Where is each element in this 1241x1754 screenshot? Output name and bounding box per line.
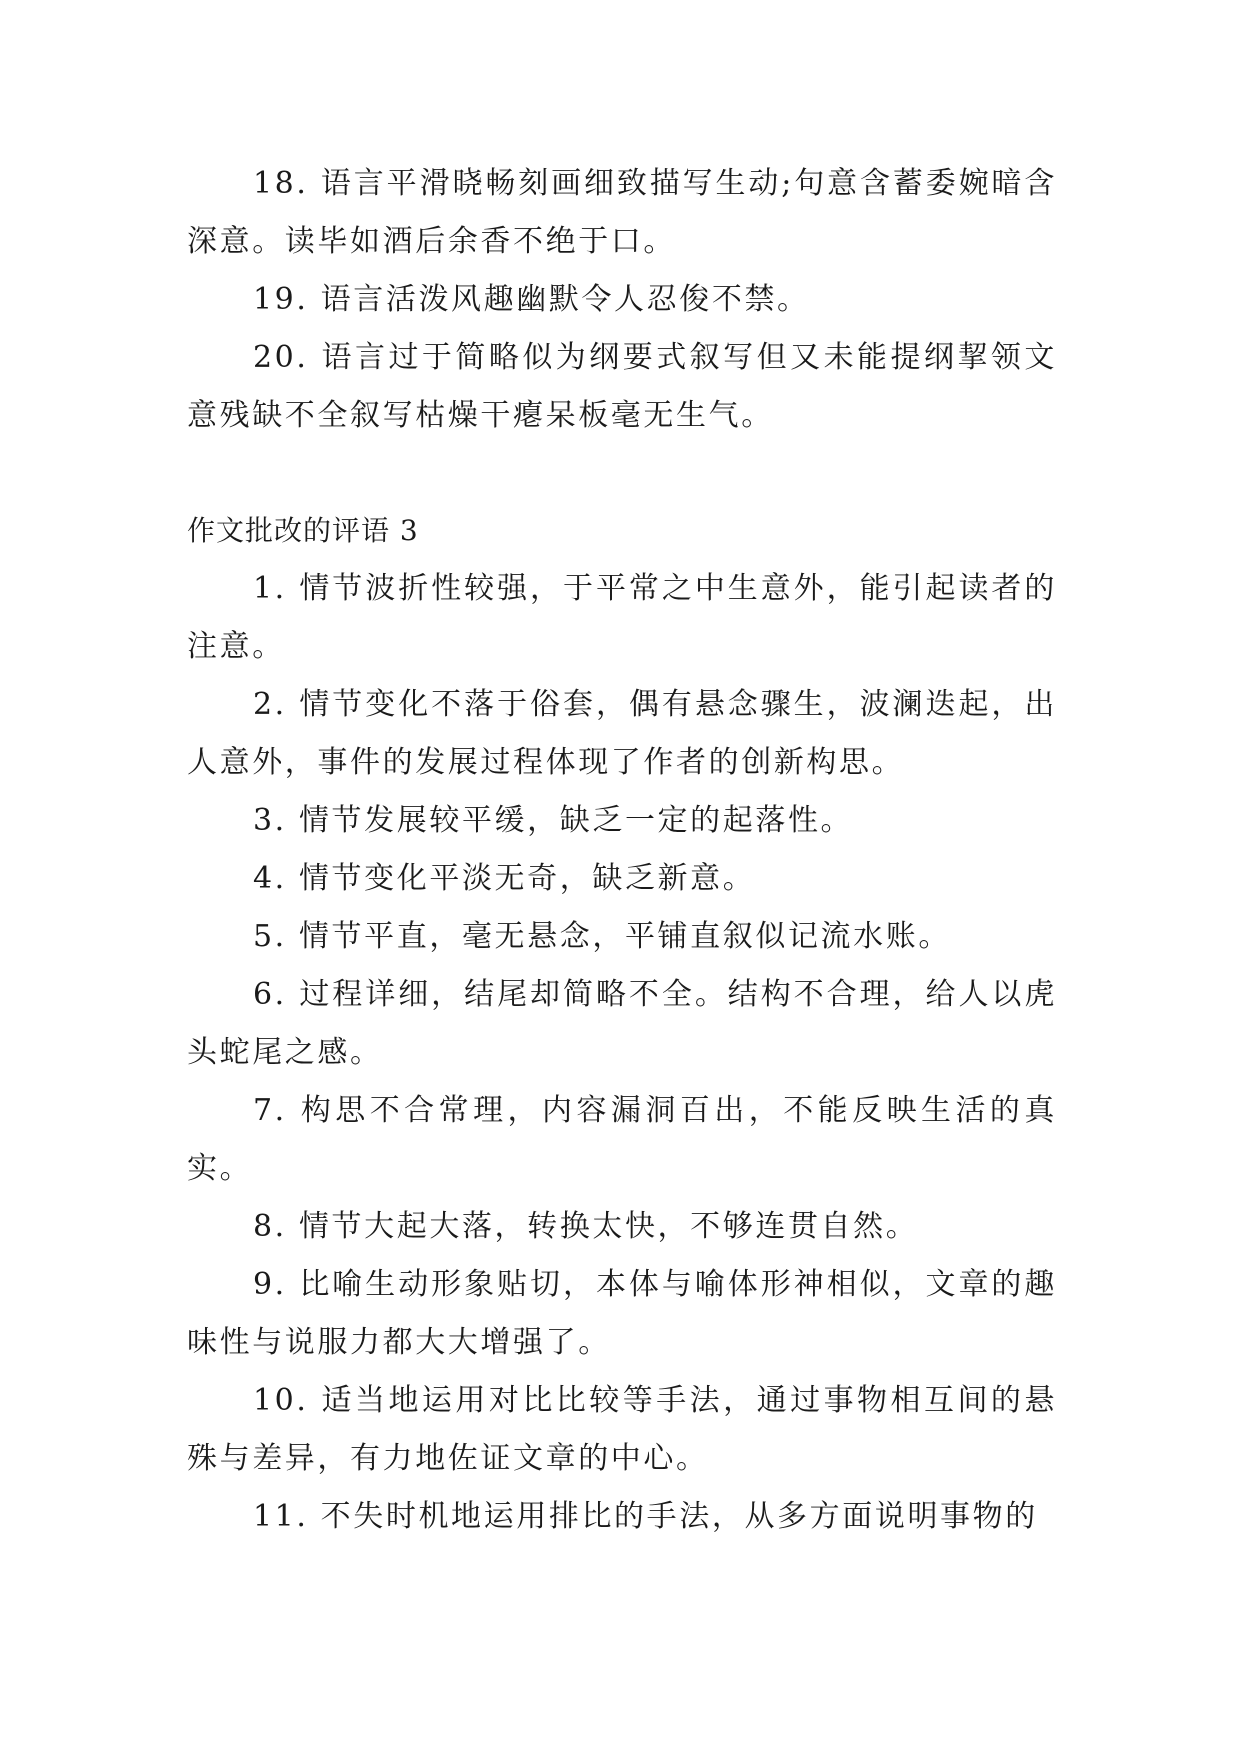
list-item: 20. 语言过于简略似为纲要式叙写但又未能提纲挈领文意残缺不全叙写枯燥干瘪呆板毫无生气。 xyxy=(187,340,1057,433)
list-item: 7. 构思不合常理，内容漏洞百出，不能反映生活的真实。 xyxy=(187,1093,1057,1186)
list-item: 19. 语言活泼风趣幽默令人忍俊不禁。 xyxy=(253,282,810,317)
list-item: 1. 情节波折性较强，于平常之中生意外，能引起读者的注意。 xyxy=(187,571,1057,664)
list-item: 8. 情节大起大落，转换太快，不够连贯自然。 xyxy=(253,1209,919,1244)
list-item: 6. 过程详细，结尾却简略不全。结构不合理，给人以虎头蛇尾之感。 xyxy=(187,977,1057,1070)
list-item: 10. 适当地运用对比比较等手法，通过事物相互间的悬殊与差异，有力地佐证文章的中心。 xyxy=(187,1383,1057,1476)
section-title: 作文批改的评语 3 xyxy=(187,514,419,547)
list-item: 4. 情节变化平淡无奇，缺乏新意。 xyxy=(253,861,756,896)
document-body xyxy=(187,155,1057,1546)
list-item: 3. 情节发展较平缓，缺乏一定的起落性。 xyxy=(253,803,854,838)
list-item: 9. 比喻生动形象贴切，本体与喻体形神相似，文章的趣味性与说服力都大大增强了。 xyxy=(187,1267,1057,1360)
list-item: 11. 不失时机地运用排比的手法，从多方面说明事物的 xyxy=(253,1499,1038,1534)
list-item: 18. 语言平滑晓畅刻画细致描写生动;句意含蓄委婉暗含深意。读毕如酒后余香不绝于口。 xyxy=(187,166,1057,259)
list-item: 2. 情节变化不落于俗套，偶有悬念骤生，波澜迭起，出人意外，事件的发展过程体现了作者的创新构思。 xyxy=(187,687,1057,780)
list-item: 5. 情节平直，毫无悬念，平铺直叙似记流水账。 xyxy=(253,919,951,954)
